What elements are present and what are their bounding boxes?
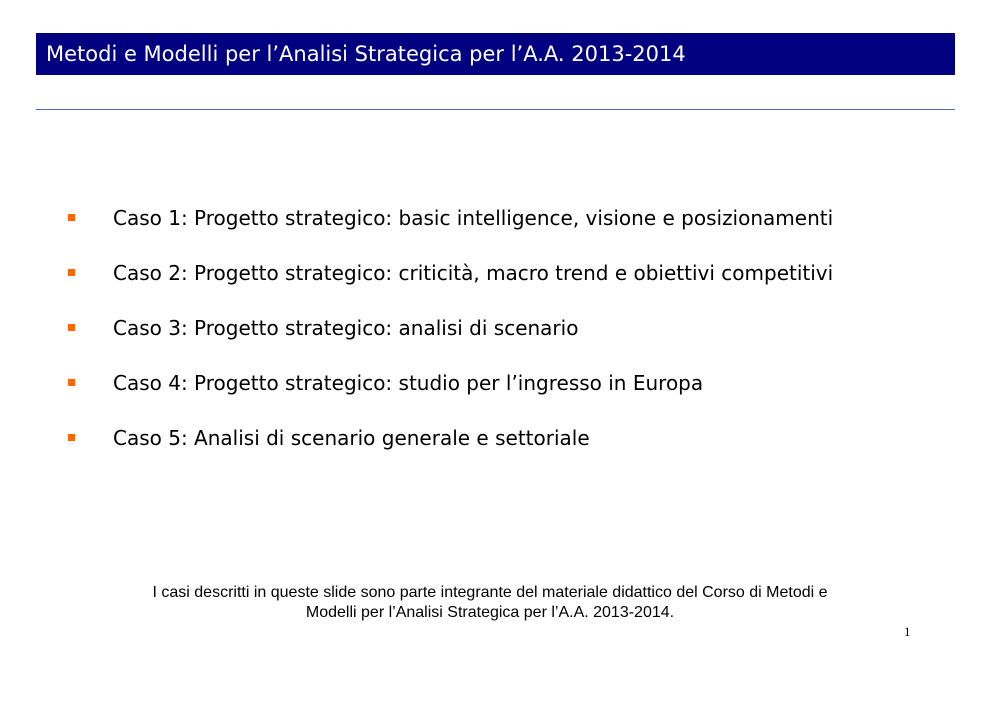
title-bar: [36, 33, 955, 75]
square-bullet-icon: [68, 269, 75, 276]
page-number: 1: [904, 624, 911, 639]
case-list: [68, 190, 833, 465]
list-item: [68, 190, 833, 245]
title-divider: [36, 109, 955, 110]
list-item-text: Caso 3: Progetto strategico: analisi di scenario: [113, 315, 579, 340]
list-item-text: Caso 4: Progetto strategico: studio per l’ingresso in Europa: [113, 370, 704, 395]
list-item: [68, 410, 833, 465]
square-bullet-icon: [68, 434, 75, 441]
square-bullet-icon: [68, 324, 75, 331]
footnote: [60, 583, 920, 623]
footnote-line-1: I casi descritti in queste slide sono parte integrante del materiale didattico del Corso di Metodi e: [152, 584, 828, 601]
square-bullet-icon: [68, 379, 75, 386]
list-item-text: Caso 2: Progetto strategico: criticità, macro trend e obiettivi competitivi: [113, 260, 834, 285]
list-item-text: Caso 1: Progetto strategico: basic intelligence, visione e posizionamenti: [113, 205, 834, 230]
slide-title: Metodi e Modelli per l’Analisi Strategica per l’A.A. 2013-2014: [46, 41, 686, 66]
list-item: [68, 355, 833, 410]
list-item-text: Caso 5: Analisi di scenario generale e settoriale: [113, 425, 590, 450]
list-item: [68, 245, 833, 300]
list-item: [68, 300, 833, 355]
square-bullet-icon: [68, 214, 75, 221]
footnote-line-2: Modelli per l’Analisi Strategica per l’A.A. 2013-2014.: [305, 604, 675, 621]
